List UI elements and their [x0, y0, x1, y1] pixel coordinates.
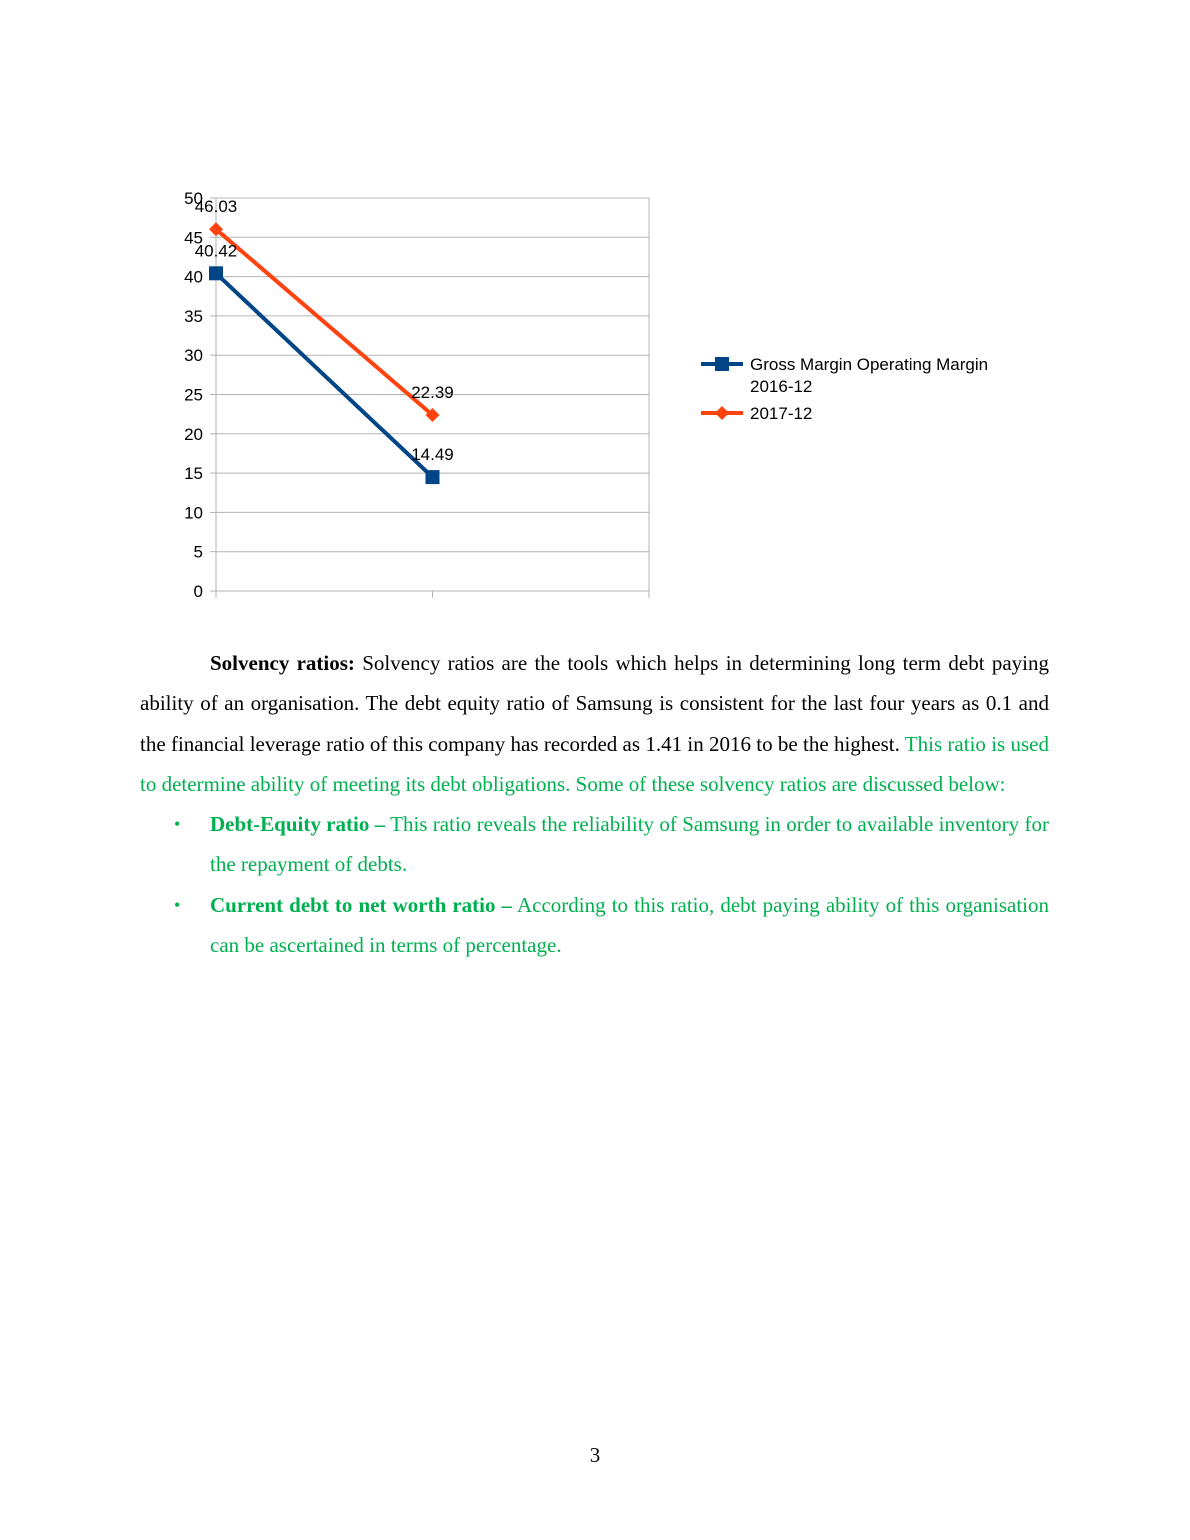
- y-tick-label: 20: [184, 424, 203, 444]
- list-item-term: Debt-Equity ratio –: [210, 812, 386, 837]
- y-tick-label: 10: [184, 503, 203, 523]
- line-chart: [0, 0, 1190, 620]
- legend-label: Gross Margin Operating Margin: [750, 355, 989, 374]
- list-item: [140, 804, 1049, 885]
- y-tick-label: 40: [184, 267, 203, 287]
- solvency-paragraph: [140, 643, 1049, 804]
- list-item: [140, 885, 1049, 966]
- y-tick-label: 15: [184, 464, 203, 484]
- chart-gridlines: [216, 198, 649, 552]
- y-tick-label: 45: [184, 228, 203, 248]
- y-tick-label: 35: [184, 306, 203, 326]
- y-tick-label: 0: [193, 582, 203, 601]
- bullet-icon: •: [174, 814, 181, 835]
- series-1-point: [426, 470, 440, 484]
- legend-label: 2016-12: [750, 377, 813, 396]
- data-label: 22.39: [411, 383, 454, 403]
- paragraph-text: Solvency ratios are the tools which helps in determining long term debt paying ability of an organisation. The debt equity ratio of Samsung is consistent for the last four years as 0.1 and the financial leverage ratio of this company has recorded as 1.41 in 2016 to be the highest.: [140, 651, 1049, 756]
- chart-series: [209, 222, 440, 484]
- legend-marker-2: [715, 406, 729, 420]
- paragraph-heading: Solvency ratios:: [210, 651, 355, 675]
- legend-label: 2017-12: [750, 404, 813, 423]
- page-number: 3: [589, 1443, 601, 1467]
- series-line-2: [216, 229, 433, 415]
- y-tick-label: 5: [193, 542, 203, 562]
- data-label: 46.03: [194, 197, 238, 217]
- y-tick-label: 30: [184, 346, 203, 366]
- y-tick-label: 25: [184, 385, 203, 405]
- paragraph-text-highlighted: This ratio is used to determine ability of meeting its debt obligations. Some of these solvency ratios are discussed below:: [140, 731, 1049, 796]
- ratio-list: [140, 804, 1049, 965]
- document-body: [140, 643, 1049, 965]
- y-tick-label: 50: [184, 189, 203, 208]
- legend-marker-1: [715, 357, 729, 371]
- data-label: 14.49: [411, 445, 454, 465]
- list-item-text: This ratio reveals the reliability of Samsung in order to available inventory for the repayment of debts.: [210, 812, 1049, 877]
- series-1-point: [209, 266, 223, 280]
- bullet-icon: •: [174, 894, 181, 915]
- series-line-1: [216, 273, 433, 477]
- list-item-text: According to this ratio, debt paying ability of this organisation can be ascertained in terms of percentage.: [210, 892, 1049, 958]
- list-item-term: Current debt to net worth ratio –: [210, 892, 513, 917]
- data-label: 40.42: [194, 241, 238, 261]
- chart-legend: [701, 355, 988, 423]
